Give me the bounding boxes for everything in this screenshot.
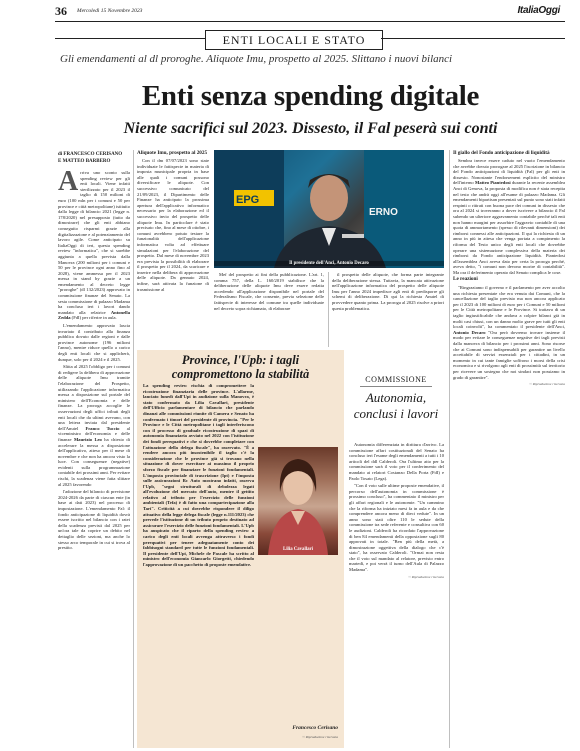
subheadline: Niente sacrifici sul 2023. Dissesto, il Fal peserà sui conti	[123, 120, 498, 137]
commissione-title: Autonomia, conclusi i lavori	[353, 390, 439, 421]
article-column-2	[137, 150, 209, 350]
photo-caption: Il presidente dell'Anci, Antonio Decaro	[214, 261, 444, 266]
article-paragraph: l'adozione del bilancio di previsione 2024-2026 da parte di ciascun ente (in base ai dati 2023) nel processo di impostazione. L'emendamento Fal: il fondo anticipazione di liquidità dovrà essere iscritto nel bilancio con i ratei della scadenza previsti dal 2025 per un'ora tale da coprire un debito nel dettaglio delle sezioni, ma anche lo stesso arco temporale in cui si trova al prestito.	[58, 489, 130, 551]
article-paragraph: Sembra invece essere caduto nel vuoto l'emendamento che avrebbe dovuto prorogare al 2025 l'iscrizione in bilancio del Fondo anticipazioni di liquidità (Fal) per gli enti in dissesto. Nonostante l'endorsement esplicito del ministro dell'interno	[453, 158, 565, 186]
article-column-4	[332, 272, 444, 347]
commissione-text	[349, 442, 444, 742]
article-paragraph: "Ora però dovremo trovare insieme il modo per evitare le conseguenze negative dei tagli previsti dalla manovra di bilancio per i prossimi anni. Sono risorse che ai Comuni sono indispensabili per garantire un livello accettabile di servizi essenziali per i cittadini, in un momento in cui tante famiglie soffrono i morsi della crisi economica e si rivolgono agli enti di prossimità sul territorio per ricevere un sostegno che noi sindaci non possiamo in grado di garantire".	[453, 329, 565, 380]
byline	[58, 152, 133, 165]
box-paragraph: La spending review rischia di compromettere la ricostruzione finanziaria delle province. L'allarme, lanciato lunedì dall'Upi in audizione sulla Manovra, è stato confermato da Lilia Cavallari, presidente dell'Ufficio parlamentare di bilancio che parlando dinanzi alle commissioni riunite di Camera e Senato ha confermato i timori del presidente di provincia. "Per le Province e le Città metropolitane i tagli interferiscono con il processo di graduale ricostruzione di spazi di autonomia finanziaria avviato nel 2022 con l'istituzione dei fondi perequativi e che si dovrebbe completare con l'attuazione della delega fiscale", ha osservato. "È a rendere ancora più insostenibile il taglio c'è la considerazione che le province già si trovano nella situazione di dover esercitare ai massimo il proprio sforzo fiscale per finanziare le funzioni fondamentali. L'imposta provinciale di trascrizione (Ipt) e l'imposta sulle assicurazioni Rc Auto mostrano infatti, osserva l'Upb, "segni strutturali di debolezza legati all'evoluzione del mercato dell'auto, mentre il gettito relativo al tributo per l'esercizio delle funzioni ambientali (Tefa) è di fatto una compartecipazione alla Tari". Criticità a cui dovrebbe rispondere il diligo attuativo della legge delega fiscale (legge n.111/2023) che prevede l'istituzione di un tributo proprio destinato ad assicurare l'esercizio delle funzioni fondamentali. L'Upb ha auspicato che il riparto della spending review a carico degli enti locali avvenga attraverso i fondi perequativi per tenere adeguatamente conto dei fabbisogni standard per tutte le funzioni fondamentali. Il presidente dell'Upi, Michele de Pascale ha scritto al ministro dell'economia Giancarlo Giorgetti, chiedendo l'approvazione di un pacchetto di proposte emendative.	[143, 383, 254, 567]
kicker: Gli emendamenti al dl proroghe. Aliquote Imu, prospetto al 2025. Slittano i nuovi bilanci	[60, 53, 453, 65]
byline-prefix: di	[58, 152, 63, 157]
commissione-rule	[360, 386, 432, 387]
person-name: Franco Tuccio	[85, 425, 120, 431]
column-separator	[328, 272, 329, 347]
article-paragraph: "Con il voto sulle ultime proposte emendative, il percorso dell'autonomia in commissione è prossimo concluso", ha commentato il ministro per gli affari regionali e le autonomie. "Un cammino che la riforma ha iniziato mesi fa in aula e da che comprendere ancora meno di dieci vedute". In un anno sono stati oltre 110 le sedute della commissione tra sede referente e consultiva con 60 le audizioni. Calderoli ha ricordato l'approvazione di ben 84 emendamenti della opposizione sugli 80 approvati in totale. "Ben più della metà, a dimostrazione oggettiva della dialogo che c'è stato", ha osservato Calderoli. "Ormai non resta che il voto sul mandato al relatore, previsto entro martedì, e poi verrà il turno dell'Aula di Palazzo Madama".	[349, 483, 444, 573]
svg-text:ERNO: ERNO	[369, 207, 398, 218]
drop-cap: A	[58, 170, 79, 197]
subheading-imu: Aliquote Imu, prospetto al 2025	[137, 150, 208, 156]
person-name: Maurizio Leo	[73, 436, 102, 442]
section-banner	[205, 30, 383, 50]
publication-logo: ItaliaOggi	[517, 5, 560, 16]
box-signature: Francesco Cerisano	[292, 725, 338, 731]
article-paragraph: il prospetto delle aliquote, che forma parte integrante della deliberazione stessa. Tuttavia, la mancata attivazione nell'applicazione informatica del prospetto delle aliquote Imu per l'anno 2024 impedisce agli enti di predisporre gli schemi di deliberazione. Di qui la richiesta Anutel di provvedere quanto prima. La proroga al 2025 risolve a priori questa problematica.	[332, 272, 444, 311]
article-paragraph: "Ringraziamo il governo e il parlamento per aver accolto una richiesta presentate che era venuta dai Comuni, che la cancellazione del taglio previsto ma non ancora applicato per il 2023 di 100 milioni di euro per i Comuni e 50 milioni per le Città metropolitane e le Province. Si trattava di un taglio ingiustificabile che andava a colpire bilanci già in molti casi chiusi, con un danno molto grave per tutti gli enti locali coinvolti", ha commentato il presidente dell'Anci,	[453, 285, 565, 330]
column-separator	[449, 150, 450, 748]
article-paragraph: Con il dm 07/07/2023 sono state individuate le fattispecie in materia di imposta municipale propria in base alle quali i comuni possono diversificare le aliquote. Con successivo comunicato del 21/09/2023, il Dipartimento delle Finanze ha anticipato la prossima apertura dell'applicativo informatico necessario per la elaborazione ed il successivo invio del prospetto delle aliquote Imu. In particolare è stato precisato che, fino al mese di ottobre, i comuni avrebbero potuto testare la funzionalità dell'applicazione informatica volta ad effettuare simulazioni per l'elaborazione del prospetto. Dal mese di novembre 2023 era prevista la possibilità di elaborare il prospetto per il 2024, da scaricare e inserire nella delibera di approvazione delle aliquote. Da gennaio 2024, infine, sarà attivata la funzione di trasmissione al	[137, 158, 209, 292]
header-rule	[55, 21, 565, 22]
byline-author-1: FRANCESCO CERISANO	[63, 152, 123, 157]
person-name: Antonio Decaro	[453, 329, 486, 335]
article-paragraph: L'emendamento approvato lascia invariato il contributo alla finanza pubblica dovuto dalle regioni e dalle province autonome (196 milioni l'anno), mentre riduce quello a carico degli enti locali che si applicherà, dunque, solo per il 2024 e il 2025.	[58, 323, 130, 362]
page-header	[45, 2, 565, 20]
photo-decaro	[214, 150, 444, 268]
photo-cavallari	[258, 447, 338, 555]
article-paragraph: durante la recente assemblea Anci di Genova, la proposta di modifica non è stata recepita nel testo che andrà oggi all'esame di palazzo Madama. Gli emendamenti bipartisan presentati sul punto sono stati infatti respinti o ritirati con buona pace dei comuni in dissesto che ora al 2024 si troveranno a dover iscrivere a bilancio il Fal subendo un ulteriore aggravamento contabile perché tali enti non hanno margini per assorbire l'aggravio contabile di una quota di ammortamento (spesso di rilevanti dimensioni) dei rimborsi connessi alle anticipazioni. Il qui la richiesta di un anno in più in attesa che venga portata a compimento la riforma del Testo unico degli enti locali che dovrebbe operare una sistemazione complessiva della materia dei rimborsi da Fondo anticipazione liquidità. Piantedosi all'assemblea Anci aveva dato per certa la proroga perché, aveva detto, "i comuni non devono morire di contabilità". Ma ora il deferimento operato dal Senato complica le cose.	[453, 180, 565, 275]
section-rule-right	[381, 38, 565, 39]
page-number: 36	[55, 4, 67, 18]
byline-author-2: E MATTEO BARBERO	[58, 158, 111, 164]
photo-caption: Lilia Cavallari	[283, 547, 313, 553]
article-paragraph: Mef del prospetto ai fini della pubblicazione. L'art. 1, comma 757, della L. 160/2019 stabilisce che la deliberazione delle aliquote Imu deve essere redatta accedendo all'applicazione disponibile nel portale del Federalismo Fiscale, che consente, previa selezione delle fattispecie di interesse del comune tra quelle individuate nel decreto sopra richiamato, di elaborare	[214, 272, 324, 311]
portrait-illustration	[214, 150, 444, 268]
article-column-right	[453, 150, 565, 748]
column-separator	[133, 150, 134, 748]
person-name: Antonella Zedda	[58, 309, 130, 321]
portrait-illustration	[258, 447, 338, 555]
sidebar-box-province	[137, 350, 344, 748]
article-column-3	[214, 272, 324, 347]
article-paragraph: (FdI) per riferire in aula.	[71, 315, 117, 321]
article-paragraph: ha chiesto di accelerare la messa a disposizione dell'applicativo, atteso per il mese di novembre e che non ha ancora visto la luce. Con conseguenze (negative) evidenti sulla programmazione contabile dei prossimi anni. Per evitare rischi, la scadenza viene fatta slittare al 2025 favorendo	[58, 436, 130, 487]
person-name: Matteo Piantedosi	[475, 180, 511, 186]
article-paragraph: rriva uno sconto sulla spending review per gli enti locali. Viene infatti sterilizzato per il 2023 il taglio di 150 milioni di euro (100 mln per i comuni e 50 per province e città metropolitane) istituito dalla legge di bilancio 2021 (legge n. 178/2020) nel presupposto (tutto da dimostrare) che gli enti abbiano conseguito risparmi grazie alla digitalizzazione e al potenziamento del lavoro agile. Come anticipato su ItaliaOggi di ieri, questa spending review "informatica", che si sarebbe aggiunta a quella prevista dalla Manovra (200 milioni per i comuni e 50 per le province ogni anno fino al 2028), viene ammessa per il 2023 messa in stand by grazie a un emendamento al decreto legge "proroghe" (dl 132/2023) approvato in commissione finanze del Senato. La sesta commissione di palazzo Madama ha concluso ieri i lavori dando mandato alla relatrice	[58, 170, 130, 315]
headline: Enti senza spending digitale	[141, 80, 480, 112]
commissione-label: COMMISSIONE	[365, 375, 427, 384]
article-column-1	[58, 170, 130, 748]
article-paragraph: Slitta al 2025 l'obbligo per i comuni di redigere la delibera di approvazione delle aliquote Imu tramite l'elaborazione del Prospetto, utilizzando l'applicazione informatica messa a disposizione sul portale del ministero dell'Economia e delle finanze. La proroga accoglie le osservazioni degli uffici tributi degli enti locali che da ultimi avevano, con una lettera inviata dal presidente dell'Anutel	[58, 364, 130, 431]
copyright-note: © Riproduzione riservata	[529, 382, 565, 387]
section-rule-left	[55, 38, 205, 39]
article-paragraph: al viceministro dell'economia e delle finanze	[58, 425, 130, 442]
article-paragraph: Autonomia differenziata in dirittura d'arrivo. La commissione affari costituzionali del Senato ha concluso ieri l'esame degli emendamenti a tutti i 10 articoli del ddl Calderoli. Ora l'ultimo atto per la commissione sarà il voto per il conferimento del mandato ai relatori Costanzo Della Porta (FdI) e Paolo Tosato (Lega).	[349, 442, 444, 481]
copyright-note: © Riproduzione riservata	[408, 574, 444, 579]
page-date: Mercoledì 15 Novembre 2023	[77, 8, 143, 14]
subheading-reazioni: Le reazioni	[453, 276, 478, 283]
box-title: Province, l'Upb: i tagli compromettono la stabilità	[171, 353, 310, 381]
section-title: ENTI LOCALI E STATO	[222, 33, 366, 47]
svg-text:EPG: EPG	[236, 194, 260, 206]
box-text	[143, 383, 338, 723]
box-copyright: © Riproduzione riservata	[302, 735, 338, 739]
subheading-fal: Il giallo del Fondo anticipazione di liquidità	[453, 150, 550, 156]
